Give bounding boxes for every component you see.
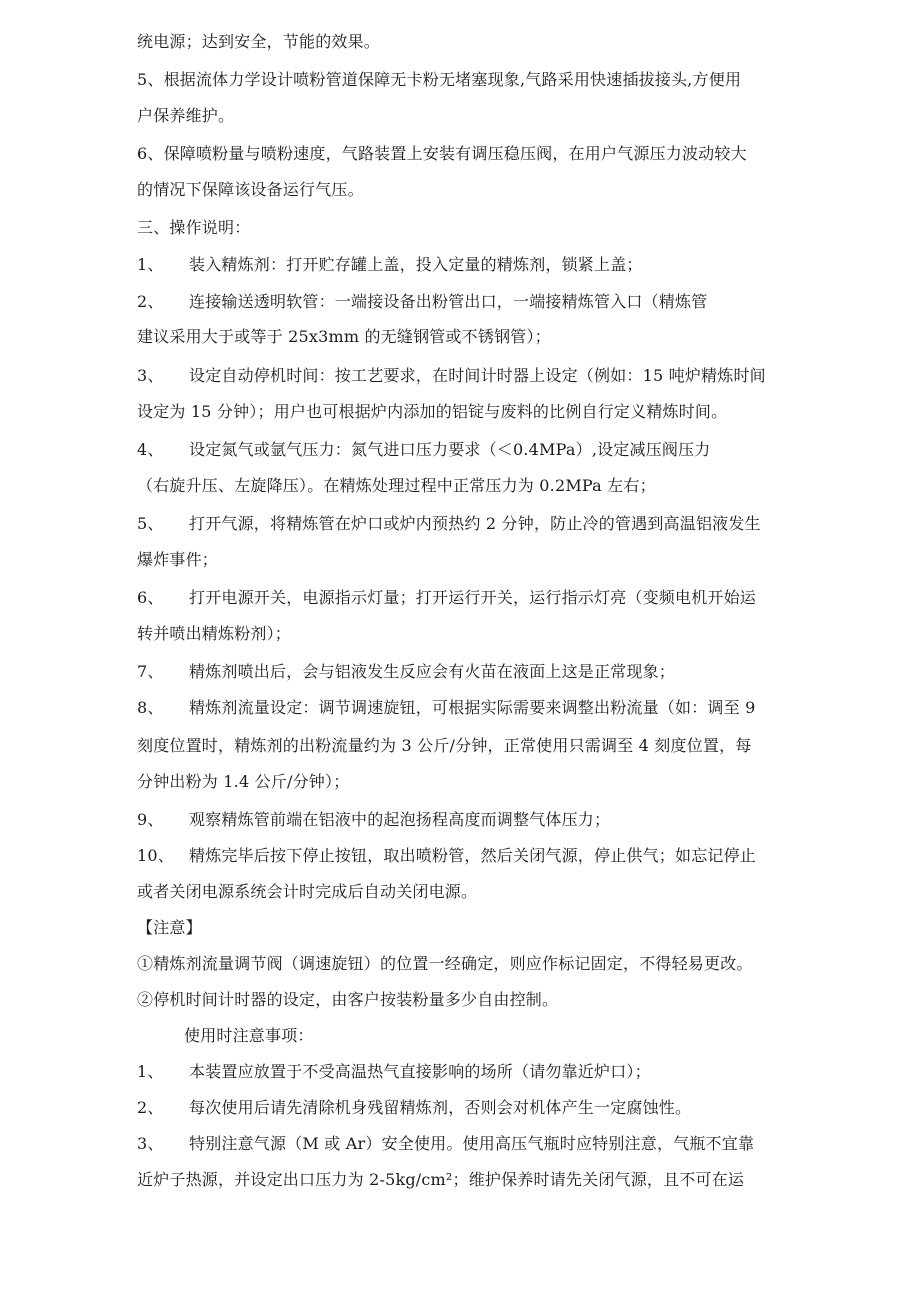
notice-heading: 【注意】 <box>137 918 202 937</box>
item-text: 设定氮气或氩气压力：氮气进口压力要求（＜0.4MPa）,设定减压阀压力 <box>189 440 711 459</box>
item-number: 8、 <box>137 698 164 717</box>
item-number: 10、 <box>137 846 174 865</box>
item-number: 9、 <box>137 810 164 829</box>
item-text: 设定自动停机时间：按工艺要求，在时间计时器上设定（例如：15 吨炉精炼时间 <box>189 366 766 385</box>
text-line: 刻度位置时，精炼剂的出粉流量约为 3 公斤/分钟，正常使用只需调至 4 刻度位置，每 <box>137 736 752 755</box>
text-line: 统电源；达到安全，节能的效果。 <box>137 32 381 51</box>
text-line: 的情况下保障该设备运行气压。 <box>137 180 364 199</box>
item-number: 1、 <box>137 1062 164 1081</box>
item-text: 打开气源，将精炼管在炉口或炉内预热约 2 分钟，防止冷的管遇到高温铝液发生 <box>189 514 761 533</box>
item-text: 每次使用后请先清除机身残留精炼剂，否则会对机体产生一定腐蚀性。 <box>189 1098 692 1117</box>
item-number: 1、 <box>137 255 164 274</box>
list-item <box>137 514 761 534</box>
text-line: 建议采用大于或等于 25x3mm 的无缝钢管或不锈钢管）； <box>137 327 551 346</box>
list-item <box>137 255 643 275</box>
notice-item: ①精炼剂流量调节阀（调速旋钮）的位置一经确定，则应作标记固定，不得轻易更改。 <box>137 954 753 973</box>
list-item <box>137 1062 651 1082</box>
text-line: 5、根据流体力学设计喷粉管道保障无卡粉无堵塞现象,气路采用快速插拔接头,方便用 <box>137 70 742 89</box>
section-heading: 三、操作说明： <box>137 218 251 237</box>
text-line: 6、保障喷粉量与喷粉速度，气路装置上安装有调压稳压阀，在用户气源压力波动较大 <box>137 144 747 163</box>
list-item <box>137 662 675 682</box>
item-number: 4、 <box>137 440 164 459</box>
notice-item: ②停机时间计时器的设定，由客户按装粉量多少自由控制。 <box>137 990 559 1009</box>
item-number: 2、 <box>137 292 164 311</box>
section-heading: 使用时注意事项： <box>184 1026 314 1045</box>
item-text: 本装置应放置于不受高温热气直接影响的场所（请勿靠近炉口）； <box>189 1062 651 1081</box>
list-item <box>137 1134 754 1154</box>
item-text: 精炼剂喷出后，会与铝液发生反应会有火苗在液面上这是正常现象； <box>189 662 676 681</box>
item-number: 6、 <box>137 588 164 607</box>
text-line: 近炉子热源，并设定出口压力为 2-5kg/cm²；维护保养时请先关闭气源，且不可在运 <box>137 1170 745 1189</box>
list-item <box>137 588 756 608</box>
list-item <box>137 366 766 386</box>
list-item <box>137 1098 691 1118</box>
item-text: 装入精炼剂：打开贮存罐上盖，投入定量的精炼剂，锁紧上盖； <box>189 255 643 274</box>
item-text: 观察精炼管前端在铝液中的起泡扬程高度而调整气体压力； <box>189 810 611 829</box>
text-line: 设定为 15 分钟）；用户也可根据炉内添加的铝锭与废料的比例自行定义精炼时间。 <box>137 402 728 421</box>
list-item <box>137 698 755 718</box>
item-text: 精炼完毕后按下停止按钮，取出喷粉管，然后关闭气源，停止供气；如忘记停止 <box>189 846 757 865</box>
text-line: 分钟出粉为 1.4 公斤/分钟）； <box>137 772 350 791</box>
text-line: 爆炸事件； <box>137 550 219 569</box>
text-line: 或者关闭电源系统会计时完成后自动关闭电源。 <box>137 882 478 901</box>
list-item <box>137 440 711 460</box>
list-item <box>137 810 610 830</box>
text-line: 户保养维护。 <box>137 106 235 125</box>
list-item <box>137 292 707 312</box>
item-text: 连接输送透明软管：一端接设备出粉管出口，一端接精炼管入口（精炼管 <box>189 292 708 311</box>
item-text: 打开电源开关，电源指示灯量；打开运行开关，运行指示灯亮（变频电机开始运 <box>189 588 757 607</box>
item-text: 特别注意气源（M 或 Ar）安全使用。使用高压气瓶时应特别注意，气瓶不宜靠 <box>189 1134 755 1153</box>
item-number: 5、 <box>137 514 164 533</box>
item-text: 精炼剂流量设定：调节调速旋钮，可根据实际需要来调整出粉流量（如：调至 9 <box>189 698 756 717</box>
item-number: 2、 <box>137 1098 164 1117</box>
item-number: 3、 <box>137 366 164 385</box>
item-number: 3、 <box>137 1134 164 1153</box>
text-line: （右旋升压、左旋降压）。在精炼处理过程中正常压力为 0.2MPa 左右； <box>137 476 656 495</box>
list-item <box>137 846 756 866</box>
item-number: 7、 <box>137 662 164 681</box>
text-line: 转并喷出精炼粉剂）； <box>137 624 292 643</box>
